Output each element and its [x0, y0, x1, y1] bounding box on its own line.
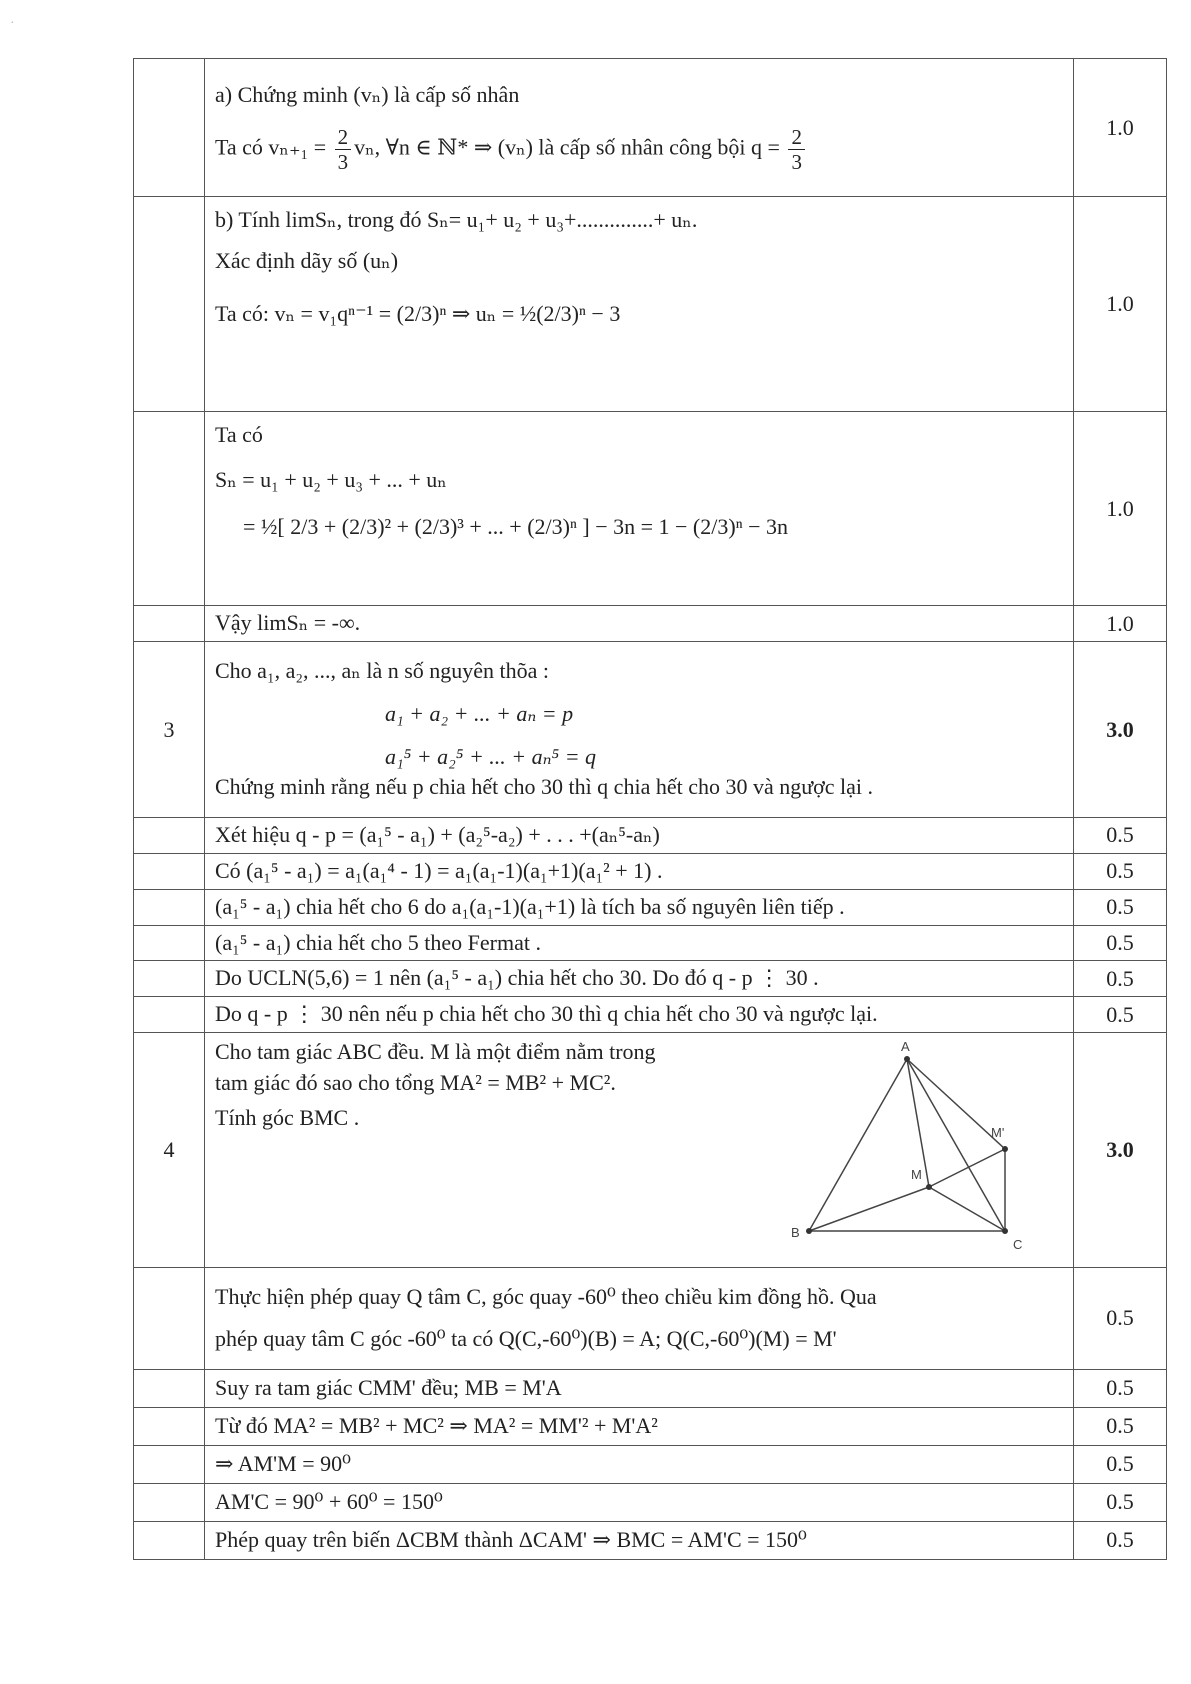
question-number — [134, 59, 205, 197]
points-cell: 0.5 — [1074, 925, 1167, 961]
label-a: A — [901, 1038, 910, 1054]
table-row — [134, 59, 1167, 197]
question-number — [134, 1445, 205, 1483]
points-cell: 0.5 — [1074, 961, 1167, 997]
points-cell: 0.5 — [1074, 818, 1167, 854]
label-c: C — [1013, 1236, 1023, 1252]
content-line: phép quay tâm C góc -60⁰ ta có Q(C,-60⁰)(B) = A; Q(C,-60⁰)(M) = M' — [215, 1326, 837, 1352]
points-cell: 0.5 — [1074, 1445, 1167, 1483]
points-cell: 3.0 — [1074, 642, 1167, 818]
content-cell — [205, 997, 1074, 1033]
points-cell: 0.5 — [1074, 997, 1167, 1033]
content-line: = ½[ 2/3 + (2/3)² + (2/3)³ + ... + (2/3)ⁿ ] − 3n = 1 − (2/3)ⁿ − 3n — [243, 513, 789, 539]
points-cell: 3.0 — [1074, 1032, 1167, 1267]
points-cell: 0.5 — [1074, 1267, 1167, 1369]
table-row — [134, 1032, 1167, 1267]
table-row — [134, 961, 1167, 997]
question-number — [134, 606, 205, 642]
table-row — [134, 642, 1167, 818]
math-line: a₁ + a₂ + ... + aₙ = p — [385, 700, 574, 726]
content-line: Thực hiện phép quay Q tâm C, góc quay -60⁰ theo chiều kim đồng hồ. Qua — [215, 1283, 877, 1309]
content-line: Từ đó MA² = MB² + MC² ⇒ MA² = MM'² + M'A² — [215, 1413, 658, 1439]
content-line: Cho a₁, a₂, ..., aₙ là n số nguyên thõa : — [215, 657, 550, 683]
question-number — [134, 818, 205, 854]
content-line: a) Chứng minh (vₙ) là cấp số nhân — [215, 82, 520, 108]
content-line: tam giác đó sao cho tổng MA² = MB² + MC². — [215, 1069, 616, 1095]
content-cell — [205, 1521, 1074, 1559]
points-cell: 1.0 — [1074, 197, 1167, 412]
table-row — [134, 1521, 1167, 1559]
content-cell — [205, 925, 1074, 961]
points-cell: 0.5 — [1074, 1369, 1167, 1407]
question-number — [134, 1407, 205, 1445]
answer-table — [133, 58, 1167, 1560]
content-line: Do q - p ⋮ 30 nên nếu p chia hết cho 30 thì q chia hết cho 30 và ngược lại. — [215, 1001, 878, 1027]
math-line: a₁⁵ + a₂⁵ + ... + aₙ⁵ = q — [385, 743, 597, 769]
table-row — [134, 818, 1167, 854]
table-row — [134, 197, 1167, 412]
edge-ab — [809, 1059, 907, 1231]
table-row — [134, 1407, 1167, 1445]
content-cell — [205, 1407, 1074, 1445]
content-line: b) Tính limSₙ, trong đó Sₙ= u₁+ u₂ + u₃+..............+ uₙ. — [215, 207, 698, 232]
table-row — [134, 606, 1167, 642]
content-line: Tính góc BMC . — [215, 1104, 360, 1130]
content-cell — [205, 1267, 1074, 1369]
question-number — [134, 1483, 205, 1521]
content-line: Xác định dãy số (uₙ) — [215, 247, 399, 273]
table-row — [134, 997, 1167, 1033]
points-cell: 0.5 — [1074, 1521, 1167, 1559]
content-line: Cho tam giác ABC đều. M là một điểm nằm trong — [215, 1038, 656, 1064]
content-cell — [205, 197, 1074, 412]
triangle-figure — [787, 1037, 1057, 1255]
content-cell — [205, 412, 1074, 606]
points-cell: 0.5 — [1074, 1483, 1167, 1521]
question-number — [134, 1369, 205, 1407]
content-line: Chứng minh rằng nếu p chia hết cho 30 thì q chia hết cho 30 và ngược lại . — [215, 774, 874, 800]
content-line: ⇒ AM'M = 90⁰ — [215, 1451, 351, 1477]
content-cell — [205, 606, 1074, 642]
content-cell — [205, 1369, 1074, 1407]
question-number — [134, 961, 205, 997]
table-row — [134, 1445, 1167, 1483]
content-cell — [205, 642, 1074, 818]
content-line: Ta có — [215, 422, 263, 447]
points-cell: 1.0 — [1074, 412, 1167, 606]
question-number — [134, 889, 205, 925]
content-line: Phép quay trên biến ΔCBM thành ΔCAM' ⇒ BMC = AM'C = 150⁰ — [215, 1527, 807, 1553]
scan-mark: · — [10, 16, 15, 31]
points-cell: 0.5 — [1074, 889, 1167, 925]
content-line: AM'C = 90⁰ + 60⁰ = 150⁰ — [215, 1489, 443, 1515]
label-m: M — [911, 1166, 922, 1182]
content-cell — [205, 1445, 1074, 1483]
content-line: Suy ra tam giác CMM' đều; MB = M'A — [215, 1375, 562, 1401]
label-b: B — [791, 1224, 800, 1240]
question-number — [134, 853, 205, 889]
question-number — [134, 197, 205, 412]
content-line: Có (a₁⁵ - a₁) = a₁(a₁⁴ - 1) = a₁(a₁-1)(a₁+1)(a₁² + 1) . — [215, 857, 663, 883]
content-line: Vậy limSₙ = -∞. — [215, 610, 361, 636]
content-line: Ta có: vₙ = v₁qⁿ⁻¹ = (2/3)ⁿ ⇒ uₙ = ½(2/3)ⁿ − 3 — [215, 300, 621, 326]
table-row — [134, 853, 1167, 889]
segment-cm — [929, 1187, 1005, 1231]
label-m-prime: M' — [991, 1124, 1005, 1140]
content-line: Sₙ = u₁ + u₂ + u₃ + ... + uₙ — [215, 466, 447, 492]
content-line: Xét hiệu q - p = (a₁⁵ - a₁) + (a₂⁵-a₂) + . . . +(aₙ⁵-aₙ) — [215, 822, 660, 847]
question-number — [134, 997, 205, 1033]
question-number: 3 — [134, 642, 205, 818]
question-number: 4 — [134, 1032, 205, 1267]
content-line: (a₁⁵ - a₁) chia hết cho 5 theo Fermat . — [215, 929, 541, 955]
content-cell — [205, 961, 1074, 997]
table-row — [134, 412, 1167, 606]
points-cell: 0.5 — [1074, 853, 1167, 889]
table-row — [134, 925, 1167, 961]
content-line: vₙ, ∀n ∈ ℕ* ⇒ (vₙ) là cấp số nhân công bội q = — [354, 134, 786, 160]
content-cell — [205, 853, 1074, 889]
fraction: $\frac{2}{3}$ — [335, 125, 352, 174]
content-line: (a₁⁵ - a₁) chia hết cho 6 do a₁(a₁-1)(a₁+1) là tích ba số nguyên liên tiếp . — [215, 893, 845, 919]
content-cell — [205, 818, 1074, 854]
table-row — [134, 1369, 1167, 1407]
points-cell: 1.0 — [1074, 59, 1167, 197]
segment-mm2 — [929, 1149, 1005, 1187]
question-number — [134, 925, 205, 961]
table-row — [134, 889, 1167, 925]
content-line: Do UCLN(5,6) = 1 nên (a₁⁵ - a₁) chia hết cho 30. Do đó q - p ⋮ 30 . — [215, 965, 819, 991]
question-number — [134, 1521, 205, 1559]
points-cell: 1.0 — [1074, 606, 1167, 642]
content-cell — [205, 1032, 1074, 1267]
content-cell — [205, 889, 1074, 925]
points-cell: 0.5 — [1074, 1407, 1167, 1445]
table-row — [134, 1267, 1167, 1369]
segment-bm — [809, 1187, 929, 1231]
content-cell — [205, 59, 1074, 197]
fraction: $\frac{2}{3}$ — [788, 125, 805, 174]
question-number — [134, 412, 205, 606]
table-row — [134, 1483, 1167, 1521]
question-number — [134, 1267, 205, 1369]
content-cell — [205, 1483, 1074, 1521]
content-line: Ta có vₙ₊₁ = — [215, 134, 332, 160]
